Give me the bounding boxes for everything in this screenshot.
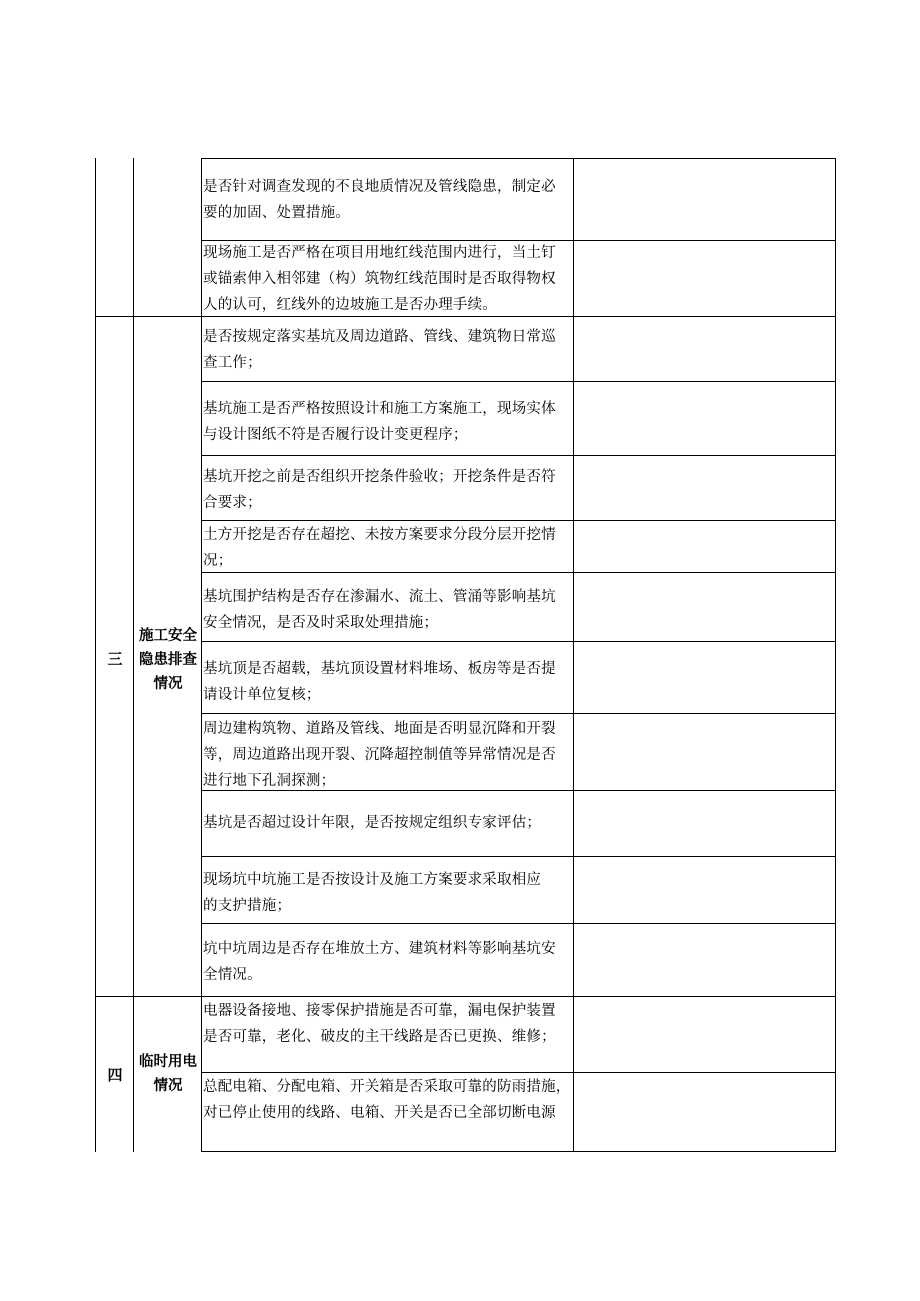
check-item-text: 周边建构筑物、道路及管线、地面是否明显沉降和开裂 等，周边道路出现开裂、沉降超控制值等异常情况是否 进行地下孔洞探测；	[203, 721, 556, 789]
result-cell[interactable]	[574, 241, 835, 316]
result-cell[interactable]	[574, 521, 835, 572]
check-item-text: 现场坑中坑施工是否按设计及施工方案要求采取相应 的支护措施；	[203, 872, 542, 914]
check-item-text: 基坑围护结构是否存在渗漏水、流土、管涌等影响基坑 安全情况，是否及时采取处理措施；	[203, 589, 556, 631]
section-title: 施工安全 隐患排查 情况	[139, 628, 197, 692]
section-number: 四	[107, 1066, 123, 1084]
result-cell[interactable]	[574, 317, 835, 381]
check-item-text: 基坑施工是否严格按照设计和施工方案施工，现场实体 与设计图纸不符是否履行设计变更程序；	[203, 401, 556, 443]
row-divider	[201, 1151, 836, 1152]
result-cell[interactable]	[574, 857, 835, 923]
result-cell[interactable]	[574, 159, 835, 240]
section-title: 临时用电 情况	[139, 1054, 197, 1094]
check-item-text: 现场施工是否严格在项目用地红线范围内进行，当土钉 或锚索伸入相邻建（构）筑物红线范围时是否取得物权 人的认可，红线外的边坡施工是否办理手续。	[203, 245, 556, 313]
table-border-right	[835, 158, 836, 1152]
check-item-text: 是否针对调查发现的不良地质情况及管线隐患，制定必 要的加固、处置措施。	[203, 179, 556, 221]
check-item-text: 总配电箱、分配电箱、开关箱是否采取可靠的防雨措施， 对已停止使用的线路、电箱、开关是否已全部切断电源	[203, 1079, 571, 1121]
result-cell[interactable]	[574, 642, 835, 713]
check-item-text: 电器设备接地、接零保护措施是否可靠，漏电保护装置 是否可靠，老化、破皮的主干线路是否已更换、维修；	[203, 1003, 556, 1045]
result-cell[interactable]	[574, 924, 835, 996]
result-cell[interactable]	[574, 573, 835, 641]
check-item-text: 土方开挖是否存在超挖、未按方案要求分段分层开挖情 况；	[203, 527, 556, 569]
result-cell[interactable]	[574, 714, 835, 790]
check-item-text: 坑中坑周边是否存在堆放土方、建筑材料等影响基坑安 全情况。	[203, 941, 556, 983]
result-cell[interactable]	[574, 382, 835, 455]
section-number: 三	[107, 650, 123, 668]
check-item-text: 基坑是否超过设计年限，是否按规定组织专家评估；	[203, 815, 542, 831]
check-item-text: 基坑顶是否超载，基坑顶设置材料堆场、板房等是否提 请设计单位复核；	[203, 661, 556, 703]
result-cell[interactable]	[574, 1073, 835, 1151]
check-item-text: 基坑开挖之前是否组织开挖条件验收；开挖条件是否符 合要求；	[203, 469, 556, 511]
check-item-text: 是否按规定落实基坑及周边道路、管线、建筑物日常巡 查工作；	[203, 329, 556, 371]
result-cell[interactable]	[574, 791, 835, 856]
result-cell[interactable]	[574, 997, 835, 1072]
result-cell[interactable]	[574, 456, 835, 520]
